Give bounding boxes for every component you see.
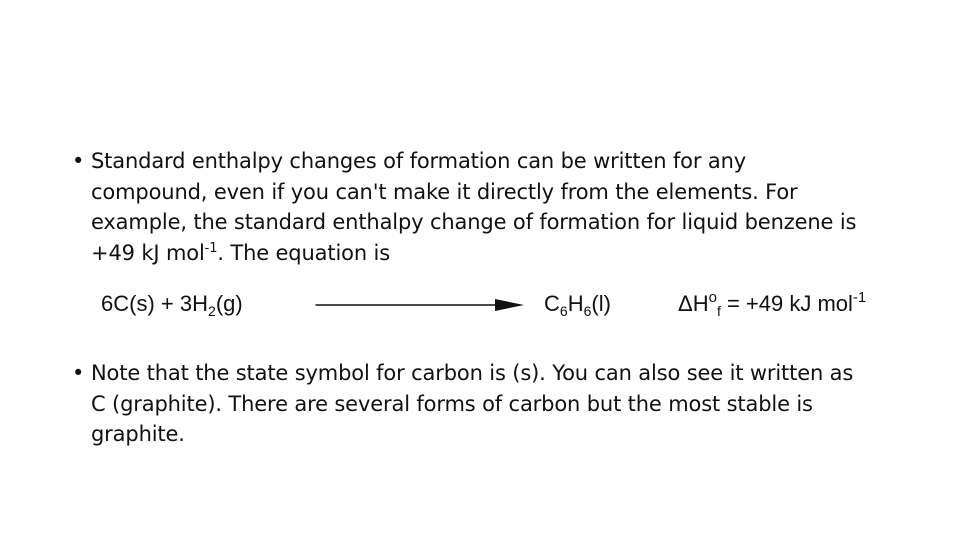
hydrogen-state: (g)	[215, 291, 243, 316]
reaction-arrow-icon	[315, 293, 525, 317]
equation-product	[544, 291, 611, 317]
enthalpy-number-unit: = +49 kJ mol	[726, 291, 853, 316]
bullet-text: Note that the state symbol for carbon is (s). You can also see it written as C (graphite). There are several forms of carbon but the most stable is graphite.	[91, 361, 854, 446]
equation-reactants	[101, 291, 243, 317]
delta-h-symbol: ΔH	[678, 291, 709, 316]
liquid-state: (l)	[591, 291, 611, 316]
hydrogen-subscript: 2	[208, 303, 216, 319]
enthalpy-unit-superscript: -1	[852, 289, 867, 306]
hydrogen-symbol: H	[567, 291, 584, 316]
standard-symbol: o	[708, 289, 717, 306]
bullet-text-ending: . The equation is	[217, 240, 390, 265]
unit-superscript: -1	[204, 240, 218, 256]
hydrogen-product-subscript: 6	[583, 303, 592, 319]
enthalpy-value	[678, 291, 866, 317]
formation-subscript: f	[716, 303, 721, 319]
benzene-formation-equation	[98, 283, 918, 327]
bullet-state-symbol-note	[72, 358, 872, 450]
bullet-row	[72, 358, 872, 450]
bullet-text-main: Standard enthalpy changes of formation can be written for any compound, even if you can't make it directly from the elements. For example, the standard enthalpy change of formation for liquid benzene is +49 kJ mol	[91, 149, 857, 265]
plus-sign: +	[160, 291, 174, 316]
hydrogen-prefix: 3H	[179, 291, 209, 316]
carbon-symbol: C	[544, 291, 560, 316]
bullet-text	[91, 146, 862, 268]
bullet-marker: •	[72, 361, 85, 385]
carbon-subscript: 6	[559, 303, 568, 319]
bullet-enthalpy-definition	[72, 146, 862, 268]
bullet-row	[72, 146, 862, 268]
bullet-marker: •	[72, 149, 85, 173]
hydrogen-reactant	[179, 291, 243, 319]
carbon-reactant: 6C(s)	[101, 291, 155, 316]
